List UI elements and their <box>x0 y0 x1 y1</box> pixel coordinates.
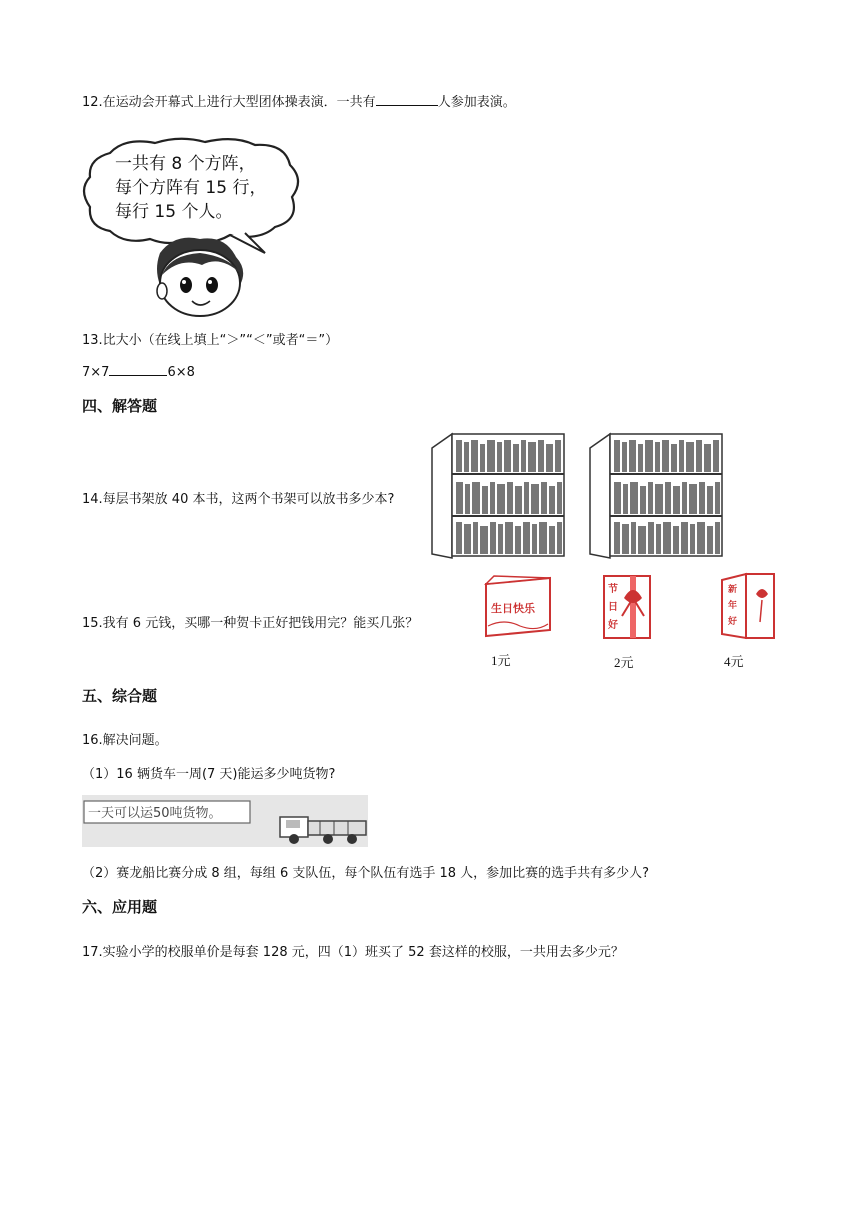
question-12-text-post: 人参加表演。 <box>437 95 516 110</box>
section-heading-5: 五、综合题 <box>82 687 158 705</box>
bubble-line-2: 每个方阵有 15 行， <box>115 178 267 198</box>
card-price-3: 4元 <box>724 654 744 669</box>
answer-blank[interactable] <box>376 93 438 106</box>
question-13-compare <box>82 363 195 380</box>
compare-right: 6×8 <box>167 365 195 380</box>
answer-blank[interactable] <box>109 363 167 376</box>
svg-text:新: 新 <box>728 585 738 595</box>
card-price-2: 2元 <box>614 655 634 670</box>
svg-text:日: 日 <box>608 602 618 613</box>
question-17: 17.实验小学的校服单价是每套 128 元，四（1）班买了 52 套这样的校服，一共用去多少元？ <box>82 945 624 960</box>
card-label: 生日快乐 <box>491 602 535 615</box>
compare-left: 7×7 <box>82 365 110 380</box>
question-16-part-1: （1）16 辆货车一周(7 天)能运多少吨货物? <box>82 767 336 782</box>
svg-text:好: 好 <box>728 617 738 627</box>
svg-text:节: 节 <box>608 584 618 595</box>
speech-bubble-illustration <box>80 135 310 320</box>
bookshelf-icon <box>590 434 722 558</box>
truck-illustration <box>82 795 368 847</box>
card-price-1: 1元 <box>491 653 511 668</box>
svg-text:年: 年 <box>728 601 738 611</box>
boy-icon <box>157 238 243 316</box>
bubble-line-3: 每行 15 个人。 <box>115 202 233 222</box>
section-heading-6: 六、应用题 <box>82 898 158 916</box>
question-13: 13.比大小（在线上填上“＞”“＜”或者“＝”） <box>82 333 339 348</box>
question-15: 15.我有 6 元钱，买哪一种贺卡正好把钱用完？能买几张？ <box>82 616 419 631</box>
question-12-text-pre: 12.在运动会开幕式上进行大型团体操表演．一共有 <box>82 95 376 110</box>
greeting-cards-illustration <box>480 572 780 642</box>
question-16-part-2: （2）赛龙船比赛分成 8 组，每组 6 支队伍，每个队伍有选手 18 人，参加比赛的选手共有多少人? <box>82 866 650 881</box>
bubble-line-1: 一共有 8 个方阵， <box>115 154 256 174</box>
truck-note: 一天可以运50吨货物。 <box>88 806 222 821</box>
card-holiday-icon <box>604 576 650 638</box>
section-heading-4: 四、解答题 <box>82 397 158 415</box>
card-newyear-icon <box>722 574 774 638</box>
bookshelves-illustration <box>430 430 750 562</box>
question-12 <box>82 91 516 110</box>
bookshelf-icon <box>432 434 564 558</box>
svg-text:好: 好 <box>608 620 618 631</box>
question-14: 14.每层书架放 40 本书，这两个书架可以放书多少本? <box>82 492 395 507</box>
card-birthday-icon <box>486 576 550 636</box>
question-16: 16.解决问题。 <box>82 733 168 748</box>
